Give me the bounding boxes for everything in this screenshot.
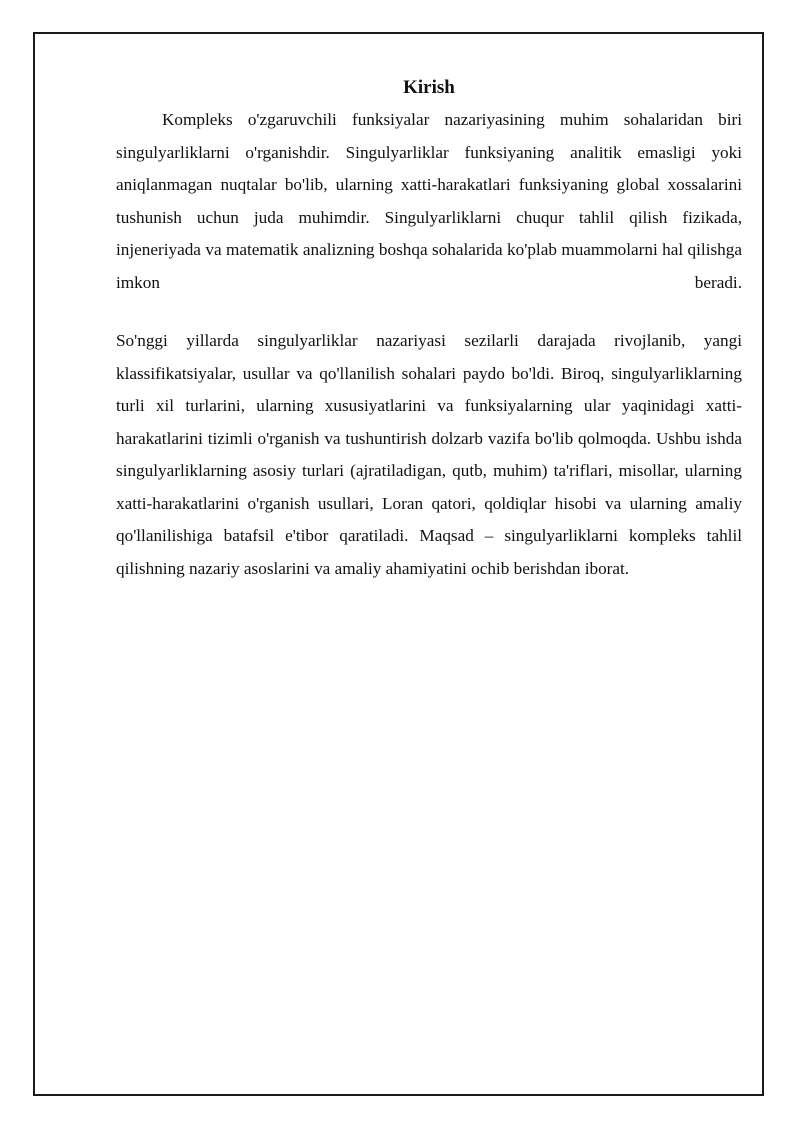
document-title: Kirish	[403, 77, 455, 98]
document-body	[116, 74, 742, 585]
paragraph-introduction: Kompleks o'zgaruvchili funksiyalar nazariyasining muhim sohalaridan biri singulyarliklarni o'rganishdir. Singulyarliklar funksiyaning analitik emasligi yoki aniqlanmagan nuqtalar bo'lib, ularning xatti-harakatlari funksiyaning global xossalarini tushunish uchun juda muhimdir. Singulyarliklarni chuqur tahlil qilish fizikada, injeneriyada va matematik analizning boshqa sohalarida ko'plab muammolarni hal qilishga imkon beradi.	[116, 110, 742, 292]
paragraph-recent-developments: So'nggi yillarda singulyarliklar nazariyasi sezilarli darajada rivojlanib, yangi klassifikatsiyalar, usullar va qo'llanilish sohalari paydo bo'ldi. Biroq, singulyarliklarning turli xil turlarini, ularning xususiyatlarini va funksiyalarning ular yaqinidagi xatti-harakatlarini tizimli o'rganish va tushuntirish dolzarb vazifa bo'lib qolmoqda. Ushbu ishda singulyarliklarning asosiy turlari (ajratiladigan, qutb, muhim) ta'riflari, misollar, ularning xatti-harakatlarini o'rganish usullari, Loran qatori, qoldiqlar hisobi va ularning amaliy qo'llanilishiga batafsil e'tibor qaratiladi. Maqsad – singulyarliklarni kompleks tahlil qilishning nazariy asoslarini va amaliy ahamiyatini ochib berishdan iborat.	[116, 331, 742, 578]
